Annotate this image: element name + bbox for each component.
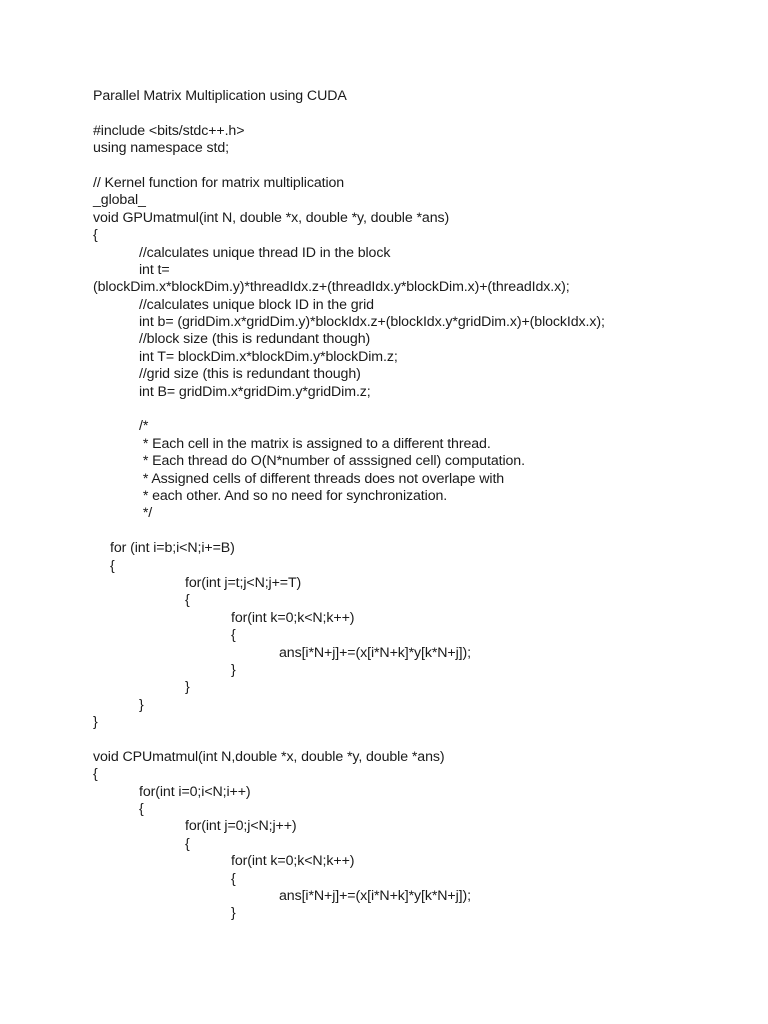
blank-line: [93, 731, 753, 748]
code-line: {: [231, 870, 236, 887]
blank-line: [93, 401, 753, 418]
code-line: {: [139, 801, 144, 818]
code-line: for(int j=0;j<N;j++): [185, 818, 297, 835]
code-line: }: [93, 714, 98, 731]
code-line: {: [93, 227, 98, 244]
code-line: {: [93, 766, 98, 783]
code-line: void GPUmatmul(int N, double *x, double *y, double *ans): [93, 209, 450, 226]
code-line: }: [231, 905, 236, 922]
code-line: * Assigned cells of different threads does not overlape with: [139, 470, 505, 487]
code-line: {: [110, 557, 115, 574]
code-line: _global_: [93, 192, 146, 209]
code-listing: [93, 123, 753, 923]
code-line: ans[i*N+j]+=(x[i*N+k]*y[k*N+j]);: [279, 644, 471, 661]
code-line: (blockDim.x*blockDim.y)*threadIdx.z+(threadIdx.y*blockDim.x)+(threadIdx.x);: [93, 279, 570, 296]
code-line: for(int k=0;k<N;k++): [231, 609, 355, 626]
code-line: }: [185, 679, 190, 696]
code-line: /*: [139, 418, 149, 435]
code-line: * Each cell in the matrix is assigned to a different thread.: [139, 435, 491, 452]
code-line: //calculates unique block ID in the grid: [139, 296, 374, 313]
code-line: void CPUmatmul(int N,double *x, double *y, double *ans): [93, 748, 445, 765]
document-body: [93, 88, 753, 923]
code-line: using namespace std;: [93, 140, 230, 157]
code-line: // Kernel function for matrix multiplication: [93, 174, 345, 191]
code-line: {: [185, 592, 190, 609]
code-line: int t=: [139, 261, 170, 278]
code-line: int B= gridDim.x*gridDim.y*gridDim.z;: [139, 383, 371, 400]
code-line: * each other. And so no need for synchronization.: [139, 487, 448, 504]
code-line: //grid size (this is redundant though): [139, 366, 361, 383]
code-line: }: [139, 696, 144, 713]
code-line: {: [231, 627, 236, 644]
code-line: */: [139, 505, 153, 522]
code-line: }: [231, 661, 236, 678]
code-line: //calculates unique thread ID in the block: [139, 244, 391, 261]
code-line: for (int i=b;i<N;i+=B): [110, 540, 235, 557]
code-line: for(int j=t;j<N;j+=T): [185, 574, 302, 591]
code-line: int T= blockDim.x*blockDim.y*blockDim.z;: [139, 348, 398, 365]
blank-line: [93, 158, 753, 175]
document-title: Parallel Matrix Multiplication using CUDA: [93, 88, 347, 104]
code-line: {: [185, 835, 190, 852]
blank-line: [93, 523, 753, 540]
code-line: int b= (gridDim.x*gridDim.y)*blockIdx.z+(blockIdx.y*gridDim.x)+(blockIdx.x);: [139, 314, 605, 331]
code-line: //block size (this is redundant though): [139, 331, 371, 348]
code-line: * Each thread do O(N*number of asssigned cell) computation.: [139, 453, 525, 470]
code-line: for(int i=0;i<N;i++): [139, 783, 251, 800]
code-line: ans[i*N+j]+=(x[i*N+k]*y[k*N+j]);: [279, 887, 471, 904]
code-line: #include <bits/stdc++.h>: [93, 122, 245, 139]
code-line: for(int k=0;k<N;k++): [231, 853, 355, 870]
